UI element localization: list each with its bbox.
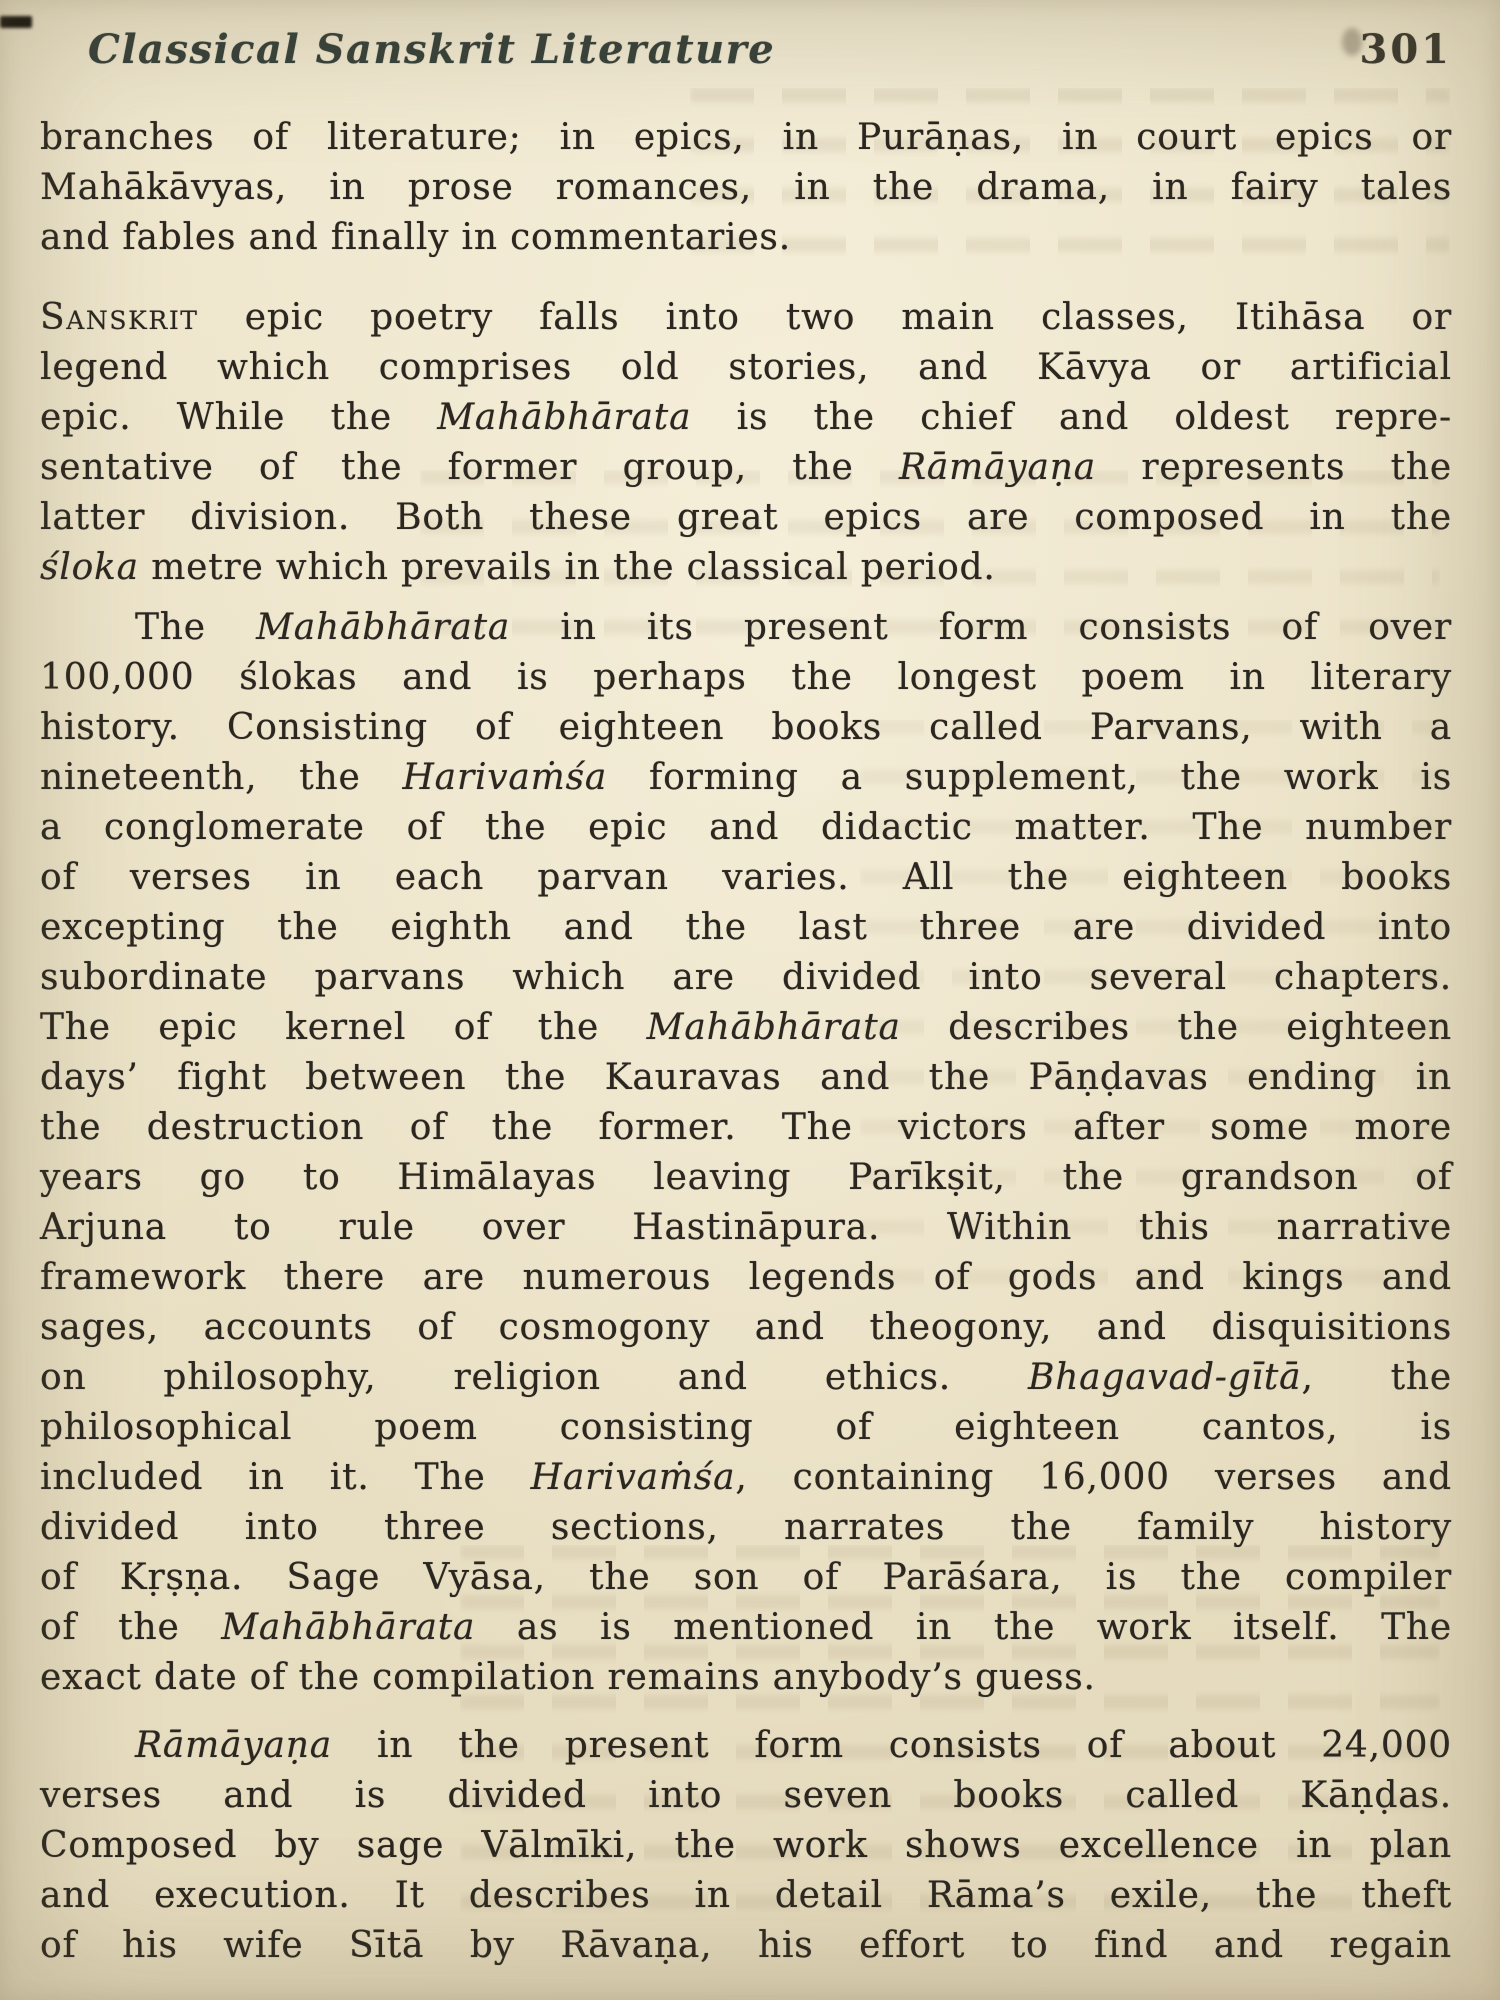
text-segment: days’ fight between the Kauravas and the Pāṇḍavas ending in	[40, 1057, 1452, 1098]
text-line	[40, 1253, 1452, 1303]
paragraph	[40, 603, 1452, 1703]
italic-term: śloka	[40, 547, 139, 588]
text-segment: history. Consisting of eighteen books called Parvans, with a	[40, 707, 1452, 748]
text-segment: and fables and finally in commentaries.	[40, 217, 791, 258]
text-segment: epic. While the	[40, 397, 438, 438]
text-segment: 100,000 ślokas and is perhaps the longest poem in literary	[40, 657, 1452, 698]
italic-term: Harivaṁśa	[402, 757, 608, 798]
text-line	[40, 953, 1452, 1003]
text-segment: excepting the eighth and the last three are divided into	[40, 907, 1452, 948]
text-line	[40, 1053, 1452, 1103]
text-line	[40, 1603, 1452, 1653]
text-segment: sentative of the former group, the	[40, 447, 899, 488]
text-segment: legend which comprises old stories, and Kāvya or artificial	[40, 347, 1452, 388]
text-segment: The epic kernel of the	[40, 1007, 647, 1048]
text-line	[40, 293, 1452, 343]
text-segment: describes the eighteen	[900, 1007, 1452, 1048]
italic-term: Mahābhārata	[646, 1007, 901, 1048]
smallcaps-term: Sanskrit	[40, 297, 199, 338]
italic-term: Harivaṁśa	[530, 1457, 736, 1498]
text-segment: , containing 16,000 verses and	[735, 1457, 1453, 1498]
text-line	[40, 653, 1452, 703]
text-line	[40, 113, 1452, 163]
text-segment: the destruction of the former. The victors after some more	[40, 1107, 1452, 1148]
text-line	[40, 703, 1452, 753]
running-header	[40, 26, 1452, 73]
text-line	[40, 903, 1452, 953]
text-segment: epic poetry falls into two main classes, Itihāsa or	[198, 297, 1452, 338]
text-line	[40, 1403, 1452, 1453]
text-line	[40, 853, 1452, 903]
text-segment: forming a supplement, the work is	[607, 757, 1452, 798]
text-line	[40, 493, 1452, 543]
text-segment: of the	[40, 1607, 222, 1648]
text-line	[40, 1103, 1452, 1153]
scan-edge-mark	[0, 16, 32, 28]
text-line	[40, 343, 1452, 393]
text-segment: and execution. It describes in detail Rāma’s exile, the theft	[40, 1875, 1452, 1916]
italic-term: Rāmāyaṇa	[135, 1725, 333, 1766]
text-segment: a conglomerate of the epic and didactic matter. The number	[40, 807, 1452, 848]
text-segment: on philosophy, religion and ethics.	[40, 1357, 1028, 1398]
page-title: Classical Sanskrit Literature	[88, 26, 776, 73]
text-line	[40, 1203, 1452, 1253]
text-line	[40, 163, 1452, 213]
text-segment: of verses in each parvan varies. All the eighteen books	[40, 857, 1452, 898]
text-line	[40, 1303, 1452, 1353]
paragraph	[40, 1721, 1452, 1971]
text-line	[40, 1653, 1452, 1703]
text-segment: included in it. The	[40, 1457, 531, 1498]
text-segment: as is mentioned in the work itself. The	[475, 1607, 1452, 1648]
paragraph	[40, 113, 1452, 263]
italic-term: Mahābhārata	[256, 607, 511, 648]
text-line	[40, 443, 1452, 493]
text-segment: Arjuna to rule over Hastināpura. Within this narrative	[40, 1207, 1452, 1248]
text-segment: nineteenth, the	[40, 757, 403, 798]
text-segment: metre which prevails in the classical period.	[138, 547, 996, 588]
text-segment: latter division. Both these great epics are composed in the	[40, 497, 1452, 538]
text-line	[40, 393, 1452, 443]
text-segment: philosophical poem consisting of eighteen cantos, is	[40, 1407, 1452, 1448]
text-line	[40, 1771, 1452, 1821]
text-line	[40, 603, 1452, 653]
text-segment: sages, accounts of cosmogony and theogony, and disquisitions	[40, 1307, 1452, 1348]
text-line	[40, 1553, 1452, 1603]
text-line	[40, 803, 1452, 853]
text-segment: divided into three sections, narrates the family history	[40, 1507, 1452, 1548]
text-segment: of Kṛṣṇa. Sage Vyāsa, the son of Parāśara, is the compiler	[40, 1557, 1452, 1598]
text-segment: of his wife Sītā by Rāvaṇa, his effort to find and regain	[40, 1925, 1452, 1966]
text-line	[40, 1821, 1452, 1871]
text-segment: is the chief and oldest repre-	[691, 397, 1453, 438]
text-segment: branches of literature; in epics, in Purāṇas, in court epics or	[40, 117, 1452, 158]
text-segment: exact date of the compilation remains anybody’s guess.	[40, 1657, 1096, 1698]
text-line	[40, 543, 1452, 593]
text-line	[40, 213, 1452, 263]
text-segment: verses and is divided into seven books called Kāṇḍas.	[40, 1775, 1452, 1816]
paragraph	[40, 293, 1452, 593]
text-line	[40, 1721, 1452, 1771]
text-segment: represents the	[1096, 447, 1452, 488]
text-segment: framework there are numerous legends of gods and kings and	[40, 1257, 1452, 1298]
italic-term: Bhagavad-gītā	[1027, 1357, 1302, 1398]
text-line	[40, 1003, 1452, 1053]
italic-term: Mahābhārata	[437, 397, 692, 438]
text-line	[40, 1871, 1452, 1921]
text-line	[40, 1153, 1452, 1203]
text-segment: years go to Himālayas leaving Parīkṣit, the grandson of	[40, 1157, 1452, 1198]
page-number: 301	[1359, 26, 1452, 73]
text-line	[40, 1503, 1452, 1553]
page-body	[40, 113, 1452, 1971]
text-line	[40, 1453, 1452, 1503]
italic-term: Rāmāyaṇa	[898, 447, 1097, 488]
text-segment: The	[135, 607, 257, 648]
text-segment: Composed by sage Vālmīki, the work shows excellence in plan	[40, 1825, 1452, 1866]
text-segment: in the present form consists of about 24,000	[332, 1725, 1452, 1766]
text-segment: , the	[1301, 1357, 1453, 1398]
text-segment: Mahākāvyas, in prose romances, in the drama, in fairy tales	[40, 167, 1452, 208]
text-line	[40, 753, 1452, 803]
text-line	[40, 1353, 1452, 1403]
italic-term: Mahābhārata	[221, 1607, 476, 1648]
text-line	[40, 1921, 1452, 1971]
text-segment: in its present form consists of over	[510, 607, 1452, 648]
text-segment: subordinate parvans which are divided into several chapters.	[40, 957, 1452, 998]
